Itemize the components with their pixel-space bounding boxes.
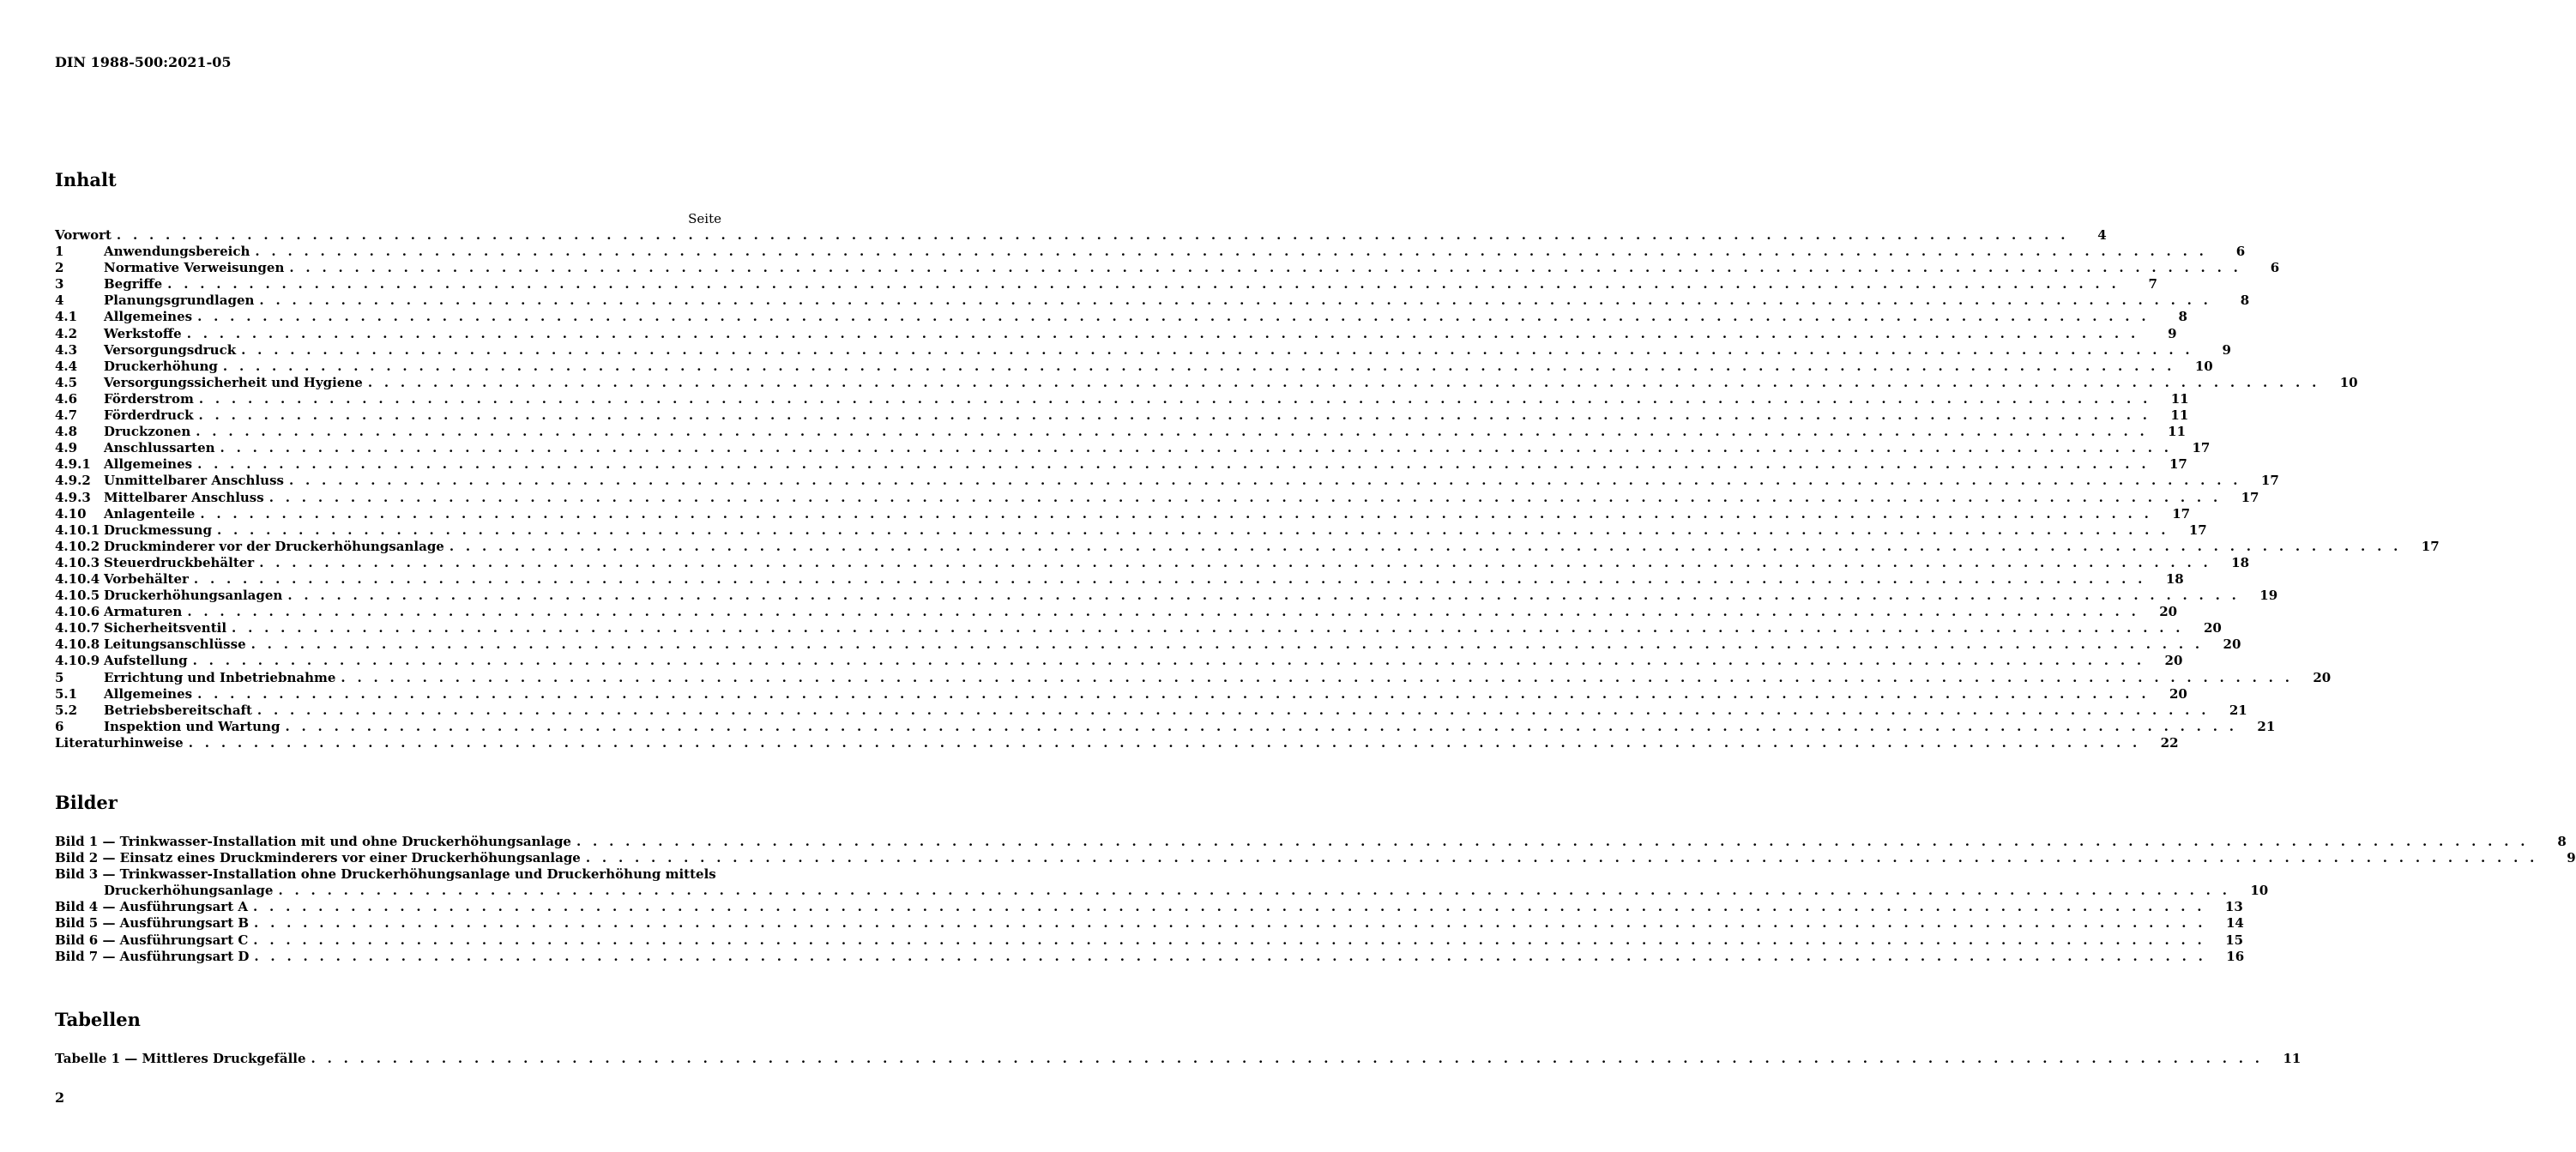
toc-entry[interactable] <box>55 685 2187 703</box>
toc-entry[interactable] <box>55 276 2157 293</box>
toc-entry-page: 9 <box>2222 341 2231 358</box>
toc-entry-number: 4.10.1 <box>55 522 100 538</box>
dot-leader: . . . . . . . . . . . . . . . . . . . . . . . . . . . . . . . . . . . . . . . . . . . . . . . . . . . . . . . . . . . . . . . . . . . . . . . . . . . . . . . . . . . . . . . . . . . . . . . . . . . . . . . . . . . . . . . . . . . . . . . . <box>222 358 2175 374</box>
toc-entry-number: 5 <box>55 669 64 685</box>
toc-entry[interactable] <box>55 424 2187 440</box>
toc-entry-title: Planungsgrundlagen <box>104 293 255 309</box>
toc-entry-page: 18 <box>2165 570 2184 587</box>
toc-entry-number: 4.8 <box>55 424 78 440</box>
toc-entry-title: Förderstrom <box>104 390 194 407</box>
table-entry[interactable] <box>55 1051 2302 1067</box>
dot-leader: . . . . . . . . . . . . . . . . . . . . . . . . . . . . . . . . . . . . . . . . . . . . . . . . . . . . . . . . . . . . . . . . . . . . . . . . . . . . . . . . . . . . . . . . . . . . . . . . . . . . . . . . . . . . . . . . . . . . . . . . <box>278 883 2231 899</box>
dot-leader: . . . . . . . . . . . . . . . . . . . . . . . . . . . . . . . . . . . . . . . . . . . . . . . . . . . . . . . . . . . . . . . . . . . . . . . . . . . . . . . . . . . . . . . . . . . . . . . . . . . . . . . . . . . . . . . . . . . . . . . . <box>197 309 2150 325</box>
toc-entry-title: Anwendungsbereich <box>104 244 250 260</box>
toc-entry-number: 4.9.1 <box>55 456 91 473</box>
toc-entry[interactable] <box>55 718 2276 735</box>
toc-entry-number: 4.2 <box>55 325 78 341</box>
toc-entry[interactable] <box>55 390 2189 407</box>
toc-entry-number: 4.10.7 <box>55 620 100 636</box>
page-column-label: Seite <box>688 211 721 226</box>
page-number: 2 <box>55 1089 65 1106</box>
toc-entry[interactable] <box>55 358 2213 375</box>
figure-entry[interactable] <box>55 948 2245 965</box>
toc-entry[interactable] <box>55 604 2178 620</box>
toc-entry-title: Bild 4 — Ausführungsart A <box>55 899 248 915</box>
dot-leader: . . . . . . . . . . . . . . . . . . . . . . . . . . . . . . . . . . . . . . . . . . . . . . . . . . . . . . . . . . . . . . . . . . . . . . . . . . . . . . . . . . . . . . . . . . . . . . . . . . . . . . . . . . . . . . . . . . . . . . . . <box>259 554 2212 570</box>
toc-entry[interactable] <box>55 325 2177 342</box>
toc-entry-number: 4.10.2 <box>55 538 100 554</box>
tables-list <box>55 1051 2302 1067</box>
toc-entry-number: 4.5 <box>55 374 78 390</box>
dot-leader: . . . . . . . . . . . . . . . . . . . . . . . . . . . . . . . . . . . . . . . . . . . . . . . . . . . . . . . . . . . . . . . . . . . . . . . . . . . . . . . . . . . . . . . . . . . . . . . . . . . . . . . . . . . . . . . . . . . . . . . . <box>186 325 2139 341</box>
dot-leader: . . . . . . . . . . . . . . . . . . . . . . . . . . . . . . . . . . . . . . . . . . . . . . . . . . . . . . . . . . . . . . . . . . . . . . . . . . . . . . . . . . . . . . . . . . . . . . . . . . . . . . . . . . . . . . . . . . . . . . . . <box>193 570 2146 587</box>
dot-leader: . . . . . . . . . . . . . . . . . . . . . . . . . . . . . . . . . . . . . . . . . . . . . . . . . . . . . . . . . . . . . . . . . . . . . . . . . . . . . . . . . . . . . . . . . . . . . . . . . . . . . . . . . . . . . . . . . . . . . . . . <box>187 604 2140 620</box>
figures-heading: Bilder <box>55 792 118 813</box>
dot-leader: . . . . . . . . . . . . . . . . . . . . . . . . . . . . . . . . . . . . . . . . . . . . . . . . . . . . . . . . . . . . . . . . . . . . . . . . . . . . . . . . . . . . . . . . . . . . . . . . . . . . . . . . . . . . . . . . . . . . . . . . <box>367 374 2320 390</box>
toc-entry[interactable] <box>55 440 2211 456</box>
toc-entry-title: Literaturhinweise <box>55 734 184 751</box>
toc-entry-title: Bild 5 — Ausführungsart B <box>55 915 250 932</box>
toc-entry-title: Bild 3 — Trinkwasser-Installation ohne Druckerhöhungsanlage und Druckerhöhung mittels <box>55 866 716 883</box>
dot-leader: . . . . . . . . . . . . . . . . . . . . . . . . . . . . . . . . . . . . . . . . . . . . . . . . . . . . . . . . . . . . . . . . . . . . . . . . . . . . . . . . . . . . . . . . . . . . . . . . . . . . . . . . . . . . . . . . . . . . . . . . <box>197 685 2150 702</box>
dot-leader: . . . . . . . . . . . . . . . . . . . . . . . . . . . . . . . . . . . . . . . . . . . . . . . . . . . . . . . . . . . . . . . . . . . . . . . . . . . . . . . . . . . . . . . . . . . . . . . . . . . . . . . . . . . . . . . . . . . . . . . . <box>232 620 2184 636</box>
dot-leader: . . . . . . . . . . . . . . . . . . . . . . . . . . . . . . . . . . . . . . . . . . . . . . . . . . . . . . . . . . . . . . . . . . . . . . . . . . . . . . . . . . . . . . . . . . . . . . . . . . . . . . . . . . . . . . . . . . . . . . . . <box>285 718 2238 734</box>
toc-entry-number: 4.3 <box>55 341 78 358</box>
dot-leader: . . . . . . . . . . . . . . . . . . . . . . . . . . . . . . . . . . . . . . . . . . . . . . . . . . . . . . . . . . . . . . . . . . . . . . . . . . . . . . . . . . . . . . . . . . . . . . . . . . . . . . . . . . . . . . . . . . . . . . . . <box>220 440 2173 456</box>
toc-entry-number: 4.10.3 <box>55 554 100 570</box>
toc-entry-title: Druckerhöhung <box>104 358 218 374</box>
toc-entry-page: 11 <box>2283 1051 2302 1066</box>
toc-entry-page: 17 <box>2188 522 2207 538</box>
toc-entry-title: Inspektion und Wartung <box>104 718 281 734</box>
toc-entry-page: 19 <box>2259 588 2278 604</box>
figure-entry-continuation[interactable] <box>55 883 2269 899</box>
toc-entry-page: 4 <box>2097 227 2107 243</box>
toc-entry[interactable] <box>55 456 2187 473</box>
toc-entry-number: 2 <box>55 260 64 276</box>
toc-entry-number: 4.9.3 <box>55 489 91 505</box>
toc-entry-page: 17 <box>2241 489 2259 505</box>
toc-entry[interactable] <box>55 554 2250 571</box>
dot-leader: . . . . . . . . . . . . . . . . . . . . . . . . . . . . . . . . . . . . . . . . . . . . . . . . . . . . . . . . . . . . . . . . . . . . . . . . . . . . . . . . . . . . . . . . . . . . . . . . . . . . . . . . . . . . . . . . . . . . . . . . <box>311 1051 2264 1066</box>
toc-entry[interactable] <box>55 407 2189 424</box>
toc-entry[interactable] <box>55 522 2207 539</box>
toc-entry-title: Werkstoffe <box>104 325 182 341</box>
toc-entry-page: 13 <box>2224 899 2243 915</box>
toc-entry[interactable] <box>55 227 2107 244</box>
toc-entry-page: 22 <box>2160 734 2179 751</box>
toc-entry-title: Versorgungsdruck <box>104 341 237 358</box>
dot-leader: . . . . . . . . . . . . . . . . . . . . . . . . . . . . . . . . . . . . . . . . . . . . . . . . . . . . . . . . . . . . . . . . . . . . . . . . . . . . . . . . . . . . . . . . . . . . . . . . . . . . . . . . . . . . . . . . . . . . . . . . <box>116 227 2069 243</box>
dot-leader: . . . . . . . . . . . . . . . . . . . . . . . . . . . . . . . . . . . . . . . . . . . . . . . . . . . . . . . . . . . . . . . . . . . . . . . . . . . . . . . . . . . . . . . . . . . . . . . . . . . . . . . . . . . . . . . . . . . . . . . . <box>216 522 2169 538</box>
toc-entry-page: 11 <box>2170 390 2189 407</box>
toc-entry-page: 21 <box>2229 702 2247 718</box>
toc-entry-title: Förderdruck <box>104 407 194 424</box>
dot-leader: . . . . . . . . . . . . . . . . . . . . . . . . . . . . . . . . . . . . . . . . . . . . . . . . . . . . . . . . . . . . . . . . . . . . . . . . . . . . . . . . . . . . . . . . . . . . . . . . . . . . . . . . . . . . . . . . . . . . . . . . <box>254 915 2206 932</box>
dot-leader: . . . . . . . . . . . . . . . . . . . . . . . . . . . . . . . . . . . . . . . . . . . . . . . . . . . . . . . . . . . . . . . . . . . . . . . . . . . . . . . . . . . . . . . . . . . . . . . . . . . . . . . . . . . . . . . . . . . . . . . . <box>196 424 2149 440</box>
toc-entry-page: 10 <box>2194 358 2213 374</box>
toc-entry-page: 17 <box>2192 440 2211 456</box>
dot-leader: . . . . . . . . . . . . . . . . . . . . . . . . . . . . . . . . . . . . . . . . . . . . . . . . . . . . . . . . . . . . . . . . . . . . . . . . . . . . . . . . . . . . . . . . . . . . . . . . . . . . . . . . . . . . . . . . . . . . . . . . <box>192 653 2145 669</box>
toc-entry-title: Druckerhöhungsanlagen <box>104 588 283 604</box>
toc-entry-title: Normative Verweisungen <box>104 260 285 276</box>
toc-entry-title: Bild 1 — Trinkwasser-Installation mit und ohne Druckerhöhungsanlage <box>55 834 571 849</box>
tables-heading: Tabellen <box>55 1009 141 1030</box>
dot-leader: . . . . . . . . . . . . . . . . . . . . . . . . . . . . . . . . . . . . . . . . . . . . . . . . . . . . . . . . . . . . . . . . . . . . . . . . . . . . . . . . . . . . . . . . . . . . . . . . . . . . . . . . . . . . . . . . . . . . . . . . <box>250 636 2204 653</box>
toc-entry-title: Anlagenteile <box>104 505 196 522</box>
toc-entry-page: 21 <box>2257 718 2276 734</box>
dot-leader: . . . . . . . . . . . . . . . . . . . . . . . . . . . . . . . . . . . . . . . . . . . . . . . . . . . . . . . . . . . . . . . . . . . . . . . . . . . . . . . . . . . . . . . . . . . . . . . . . . . . . . . . . . . . . . . . . . . . . . . . <box>188 734 2141 751</box>
toc-entry-page: 9 <box>2567 850 2576 866</box>
toc-entry-title: Armaturen <box>104 604 183 620</box>
figure-entry[interactable] <box>55 915 2244 932</box>
toc-entry-title: Unmittelbarer Anschluss <box>104 473 284 489</box>
toc-entry-page: 6 <box>2235 244 2246 260</box>
dot-leader: . . . . . . . . . . . . . . . . . . . . . . . . . . . . . . . . . . . . . . . . . . . . . . . . . . . . . . . . . . . . . . . . . . . . . . . . . . . . . . . . . . . . . . . . . . . . . . . . . . . . . . . . . . . . . . . . . . . . . . . . <box>268 489 2222 505</box>
figure-entry[interactable] <box>55 834 2567 850</box>
toc-entry-title: Bild 6 — Ausführungsart C <box>55 932 249 948</box>
toc-entry-title: Sicherheitsventil <box>104 620 227 636</box>
toc-entry[interactable] <box>55 489 2259 506</box>
toc-entry[interactable] <box>55 620 2222 636</box>
dot-leader: . . . . . . . . . . . . . . . . . . . . . . . . . . . . . . . . . . . . . . . . . . . . . . . . . . . . . . . . . . . . . . . . . . . . . . . . . . . . . . . . . . . . . . . . . . . . . . . . . . . . . . . . . . . . . . . . . . . . . . . . <box>198 407 2151 424</box>
toc-entry-page: 20 <box>2223 636 2241 653</box>
toc-entry-page: 20 <box>2169 685 2187 702</box>
toc-entry-title: Aufstellung <box>104 653 188 669</box>
toc-entry-page: 7 <box>2148 276 2157 293</box>
toc-entry-number: 4.10.4 <box>55 570 100 587</box>
dot-leader: . . . . . . . . . . . . . . . . . . . . . . . . . . . . . . . . . . . . . . . . . . . . . . . . . . . . . . . . . . . . . . . . . . . . . . . . . . . . . . . . . . . . . . . . . . . . . . . . . . . . . . . . . . . . . . . . . . . . . . . . <box>289 260 2242 276</box>
toc-entry-number: 4.9 <box>55 440 78 456</box>
toc-entry[interactable] <box>55 244 2246 260</box>
toc-entry-page: 18 <box>2231 554 2250 570</box>
toc-entry-title: Bild 2 — Einsatz eines Druckminderers vor einer Druckerhöhungsanlage <box>55 850 581 866</box>
figure-entry[interactable] <box>55 850 2576 866</box>
toc-entry-page: 17 <box>2421 538 2440 554</box>
toc-entry[interactable] <box>55 734 2179 751</box>
toc-entry-title: Betriebsbereitschaft <box>104 702 252 718</box>
toc-entry-title: Vorwort <box>55 227 112 243</box>
dot-leader: . . . . . . . . . . . . . . . . . . . . . . . . . . . . . . . . . . . . . . . . . . . . . . . . . . . . . . . . . . . . . . . . . . . . . . . . . . . . . . . . . . . . . . . . . . . . . . . . . . . . . . . . . . . . . . . . . . . . . . . . <box>576 834 2529 849</box>
toc-entry-number: 4 <box>55 293 64 309</box>
toc-entry-number: 4.10.8 <box>55 636 100 653</box>
toc-entry-title: Druckminderer vor der Druckerhöhungsanlage <box>104 538 444 554</box>
figure-entry[interactable] <box>55 899 2243 915</box>
toc-entry-title: Druckzonen <box>104 424 191 440</box>
toc-entry[interactable] <box>55 293 2250 309</box>
dot-leader: . . . . . . . . . . . . . . . . . . . . . . . . . . . . . . . . . . . . . . . . . . . . . . . . . . . . . . . . . . . . . . . . . . . . . . . . . . . . . . . . . . . . . . . . . . . . . . . . . . . . . . . . . . . . . . . . . . . . . . . . <box>198 390 2151 407</box>
toc-entry[interactable] <box>55 538 2440 555</box>
toc-entry-number: 4.4 <box>55 358 78 374</box>
dot-leader: . . . . . . . . . . . . . . . . . . . . . . . . . . . . . . . . . . . . . . . . . . . . . . . . . . . . . . . . . . . . . . . . . . . . . . . . . . . . . . . . . . . . . . . . . . . . . . . . . . . . . . . . . . . . . . . . . . . . . . . . <box>256 702 2210 718</box>
toc-entry-title: Allgemeines <box>104 309 193 325</box>
toc-entry-title: Steuerdruckbehälter <box>104 554 255 570</box>
toc-entry-page: 15 <box>2225 932 2244 948</box>
toc-entry-title: Anschlussarten <box>104 440 215 456</box>
toc-entry[interactable] <box>55 341 2231 359</box>
toc-entry-number: 5.1 <box>55 685 78 702</box>
toc-entry-number: 4.1 <box>55 309 78 325</box>
toc-entry-number: 6 <box>55 718 64 734</box>
toc-entry-number: 4.10.5 <box>55 588 100 604</box>
dot-leader: . . . . . . . . . . . . . . . . . . . . . . . . . . . . . . . . . . . . . . . . . . . . . . . . . . . . . . . . . . . . . . . . . . . . . . . . . . . . . . . . . . . . . . . . . . . . . . . . . . . . . . . . . . . . . . . . . . . . . . . . <box>287 588 2241 604</box>
dot-leader: . . . . . . . . . . . . . . . . . . . . . . . . . . . . . . . . . . . . . . . . . . . . . . . . . . . . . . . . . . . . . . . . . . . . . . . . . . . . . . . . . . . . . . . . . . . . . . . . . . . . . . . . . . . . . . . . . . . . . . . . <box>255 244 2208 260</box>
toc-entry-title: Versorgungssicherheit und Hygiene <box>104 374 363 390</box>
contents-heading: Inhalt <box>55 169 117 190</box>
toc-entry[interactable] <box>55 505 2191 522</box>
toc-entry-number: 3 <box>55 276 64 293</box>
toc-entry-page: 10 <box>2250 883 2269 899</box>
toc-entry-title: Mittelbarer Anschluss <box>104 489 264 505</box>
toc-entry-page: 17 <box>2260 473 2279 489</box>
figure-entry[interactable] <box>55 866 721 883</box>
toc-entry-page: 8 <box>2178 309 2187 325</box>
toc-entry-number: 4.10.6 <box>55 604 100 620</box>
dot-leader: . . . . . . . . . . . . . . . . . . . . . . . . . . . . . . . . . . . . . . . . . . . . . . . . . . . . . . . . . . . . . . . . . . . . . . . . . . . . . . . . . . . . . . . . . . . . . . . . . . . . . . . . . . . . . . . . . . . . . . . . <box>288 473 2241 489</box>
toc-entry[interactable] <box>55 473 2279 489</box>
toc-entry-number: 4.10 <box>55 505 87 522</box>
dot-leader: . . . . . . . . . . . . . . . . . . . . . . . . . . . . . . . . . . . . . . . . . . . . . . . . . . . . . . . . . . . . . . . . . . . . . . . . . . . . . . . . . . . . . . . . . . . . . . . . . . . . . . . . . . . . . . . . . . . . . . . . <box>449 538 2402 554</box>
toc-entry-page: 6 <box>2270 260 2280 276</box>
dot-leader: . . . . . . . . . . . . . . . . . . . . . . . . . . . . . . . . . . . . . . . . . . . . . . . . . . . . . . . . . . . . . . . . . . . . . . . . . . . . . . . . . . . . . . . . . . . . . . . . . . . . . . . . . . . . . . . . . . . . . . . . <box>197 456 2150 473</box>
toc-entry-page: 20 <box>2203 620 2222 636</box>
toc-entry-title: Leitungsanschlüsse <box>104 636 246 653</box>
toc-entry-title: Begriffe <box>104 276 163 293</box>
dot-leader: . . . . . . . . . . . . . . . . . . . . . . . . . . . . . . . . . . . . . . . . . . . . . . . . . . . . . . . . . . . . . . . . . . . . . . . . . . . . . . . . . . . . . . . . . . . . . . . . . . . . . . . . . . . . . . . . . . . . . . . . <box>259 293 2212 309</box>
figure-entry[interactable] <box>55 932 2244 949</box>
toc-entry-page: 8 <box>2240 293 2250 309</box>
document-id: DIN 1988-500:2021-05 <box>55 54 232 70</box>
toc-entry-page: 16 <box>2226 948 2245 964</box>
toc-entry-page: 11 <box>2170 407 2189 424</box>
toc-entry-title: Tabelle 1 — Mittleres Druckgefälle <box>55 1051 306 1066</box>
toc-entry[interactable] <box>55 669 2332 686</box>
toc-entry-number: 4.10.9 <box>55 653 100 669</box>
toc-entry[interactable] <box>55 702 2247 719</box>
toc-entry[interactable] <box>55 309 2187 325</box>
toc-entry-page: 20 <box>2159 604 2178 620</box>
dot-leader: . . . . . . . . . . . . . . . . . . . . . . . . . . . . . . . . . . . . . . . . . . . . . . . . . . . . . . . . . . . . . . . . . . . . . . . . . . . . . . . . . . . . . . . . . . . . . . . . . . . . . . . . . . . . . . . . . . . . . . . . <box>254 948 2207 964</box>
dot-leader: . . . . . . . . . . . . . . . . . . . . . . . . . . . . . . . . . . . . . . . . . . . . . . . . . . . . . . . . . . . . . . . . . . . . . . . . . . . . . . . . . . . . . . . . . . . . . . . . . . . . . . . . . . . . . . . . . . . . . . . . <box>200 505 2153 522</box>
contents-list <box>55 211 2440 751</box>
toc-entry[interactable] <box>55 588 2278 604</box>
dot-leader: . . . . . . . . . . . . . . . . . . . . . . . . . . . . . . . . . . . . . . . . . . . . . . . . . . . . . . . . . . . . . . . . . . . . . . . . . . . . . . . . . . . . . . . . . . . . . . . . . . . . . . . . . . . . . . . . . . . . . . . . <box>253 932 2206 948</box>
toc-entry[interactable] <box>55 260 2280 276</box>
toc-entry-page: 8 <box>2557 834 2567 849</box>
toc-entry[interactable] <box>55 374 2358 391</box>
toc-entry[interactable] <box>55 570 2184 588</box>
dot-leader: . . . . . . . . . . . . . . . . . . . . . . . . . . . . . . . . . . . . . . . . . . . . . . . . . . . . . . . . . . . . . . . . . . . . . . . . . . . . . . . . . . . . . . . . . . . . . . . . . . . . . . . . . . . . . . . . . . . . . . . . <box>341 669 2294 685</box>
toc-entry-title: Vorbehälter <box>104 570 189 587</box>
toc-entry-title: Allgemeines <box>104 456 193 473</box>
toc-entry-page: 9 <box>2168 325 2177 341</box>
toc-entry-page: 17 <box>2172 505 2191 522</box>
toc-entry-number: 5.2 <box>55 702 78 718</box>
toc-entry-page: 20 <box>2164 653 2183 669</box>
toc-entry-title: Druckerhöhungsanlage <box>104 883 274 899</box>
toc-entry-number: 1 <box>55 244 64 260</box>
dot-leader: . . . . . . . . . . . . . . . . . . . . . . . . . . . . . . . . . . . . . . . . . . . . . . . . . . . . . . . . . . . . . . . . . . . . . . . . . . . . . . . . . . . . . . . . . . . . . . . . . . . . . . . . . . . . . . . . . . . . . . . . <box>585 850 2538 866</box>
toc-entry-number: 4.9.2 <box>55 473 91 489</box>
toc-entry[interactable] <box>55 636 2241 653</box>
dot-leader: . . . . . . . . . . . . . . . . . . . . . . . . . . . . . . . . . . . . . . . . . . . . . . . . . . . . . . . . . . . . . . . . . . . . . . . . . . . . . . . . . . . . . . . . . . . . . . . . . . . . . . . . . . . . . . . . . . . . . . . . <box>167 276 2120 293</box>
dot-leader: . . . . . . . . . . . . . . . . . . . . . . . . . . . . . . . . . . . . . . . . . . . . . . . . . . . . . . . . . . . . . . . . . . . . . . . . . . . . . . . . . . . . . . . . . . . . . . . . . . . . . . . . . . . . . . . . . . . . . . . . <box>252 899 2205 915</box>
toc-entry-title: Errichtung und Inbetriebnahme <box>104 669 336 685</box>
figures-list <box>55 834 2576 965</box>
toc-entry-page: 11 <box>2168 424 2187 440</box>
toc-entry-number: 4.6 <box>55 390 78 407</box>
toc-entry-page: 10 <box>2339 374 2358 390</box>
toc-entry-title: Druckmessung <box>104 522 212 538</box>
dot-leader: . . . . . . . . . . . . . . . . . . . . . . . . . . . . . . . . . . . . . . . . . . . . . . . . . . . . . . . . . . . . . . . . . . . . . . . . . . . . . . . . . . . . . . . . . . . . . . . . . . . . . . . . . . . . . . . . . . . . . . . . <box>241 341 2193 358</box>
toc-entry-title: Bild 7 — Ausführungsart D <box>55 948 250 964</box>
toc-entry-page: 20 <box>2313 669 2332 685</box>
toc-entry-page: 14 <box>2225 915 2244 932</box>
toc-entry[interactable] <box>55 653 2183 669</box>
toc-entry-title: Allgemeines <box>104 685 193 702</box>
toc-entry-number: 4.7 <box>55 407 78 424</box>
toc-entry-page: 17 <box>2169 456 2187 473</box>
